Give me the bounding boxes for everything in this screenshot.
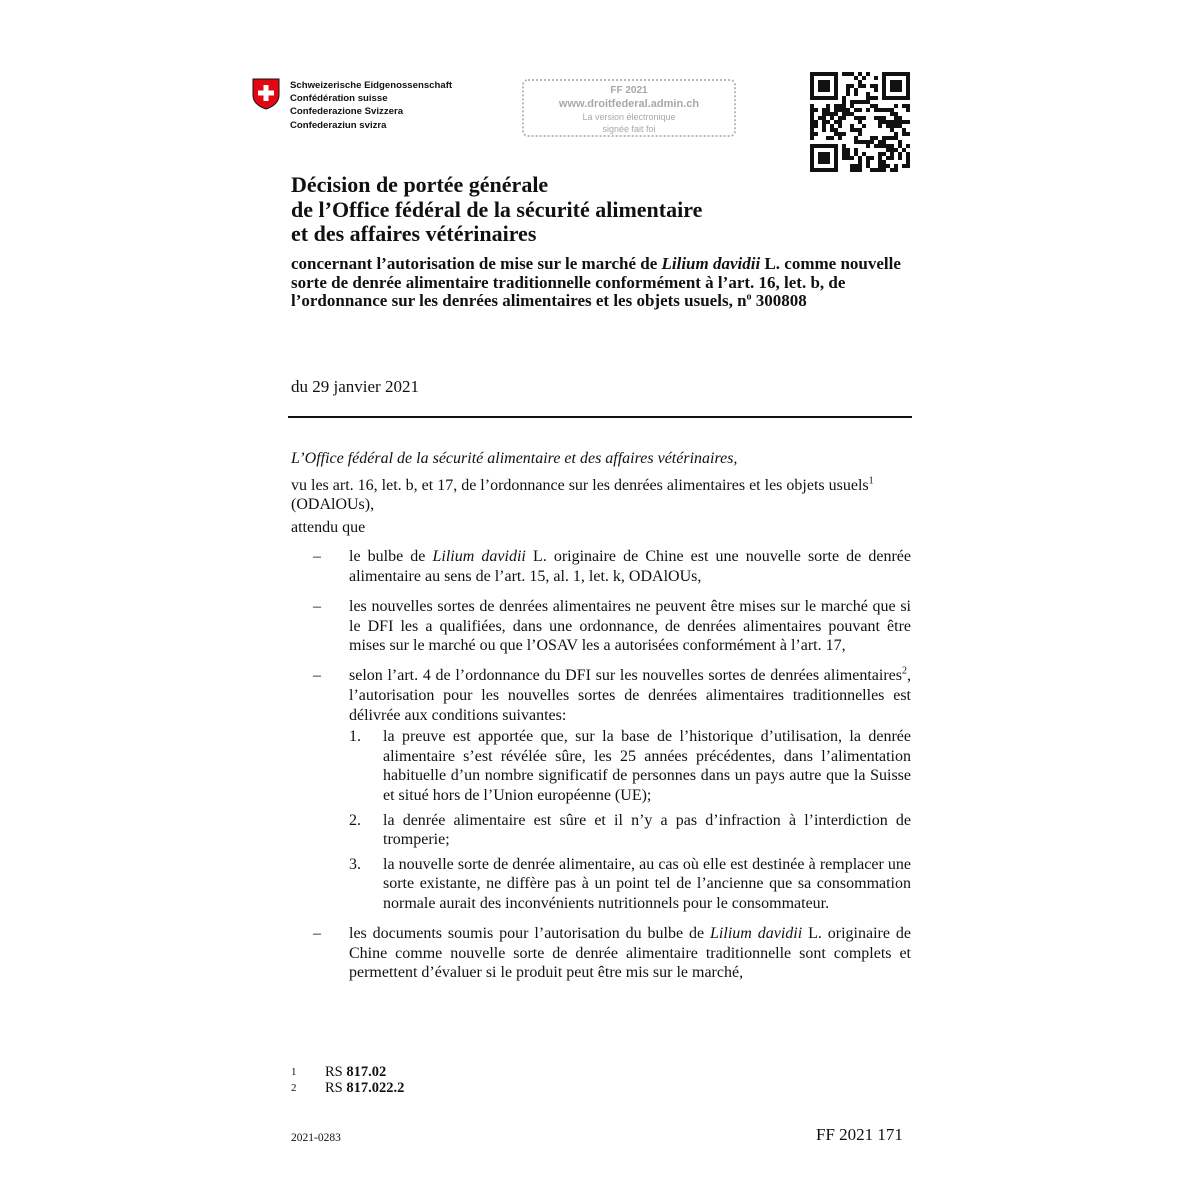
title-line-3: et des affaires vétérinaires [291, 221, 537, 246]
condition-number: 3. [349, 855, 361, 873]
subtitle-species: Lilium davidii [661, 254, 761, 273]
footnote-ref-2: 2 [902, 666, 907, 678]
divider [288, 416, 912, 418]
footnote-reference: 817.022.2 [346, 1080, 405, 1096]
subtitle-number-sup: o [746, 291, 752, 303]
confederation-name-de: Schweizerische Eidgenossenschaft [290, 80, 453, 91]
stamp-ff-year: FF 2021 [610, 85, 648, 96]
qr-code-icon [810, 72, 910, 172]
document-subtitle [291, 255, 911, 311]
decision-body [291, 449, 911, 993]
swiss-coat-of-arms-icon [252, 78, 280, 110]
dash-marker: – [313, 667, 321, 685]
condition-item: 1. la preuve est apportée que, sur la base de l’historique d’utilisation, la denrée alimentaire s’est révélée sûre, les 25 années précédentes, dans l’alimentation habituelle d’un nombre significatif de personnes dans un pays autre que la Suisse et situé hors de l’Union européenne (UE); [349, 728, 911, 804]
list-item: – les documents soumis pour l’autorisation du bulbe de Lilium davidii L. originaire de Chine comme nouvelle sorte de denrée alimentaire traditionnelle sont complets et permettent d’évaluer si le produit peut être mis sur le marché, [313, 924, 911, 982]
list-item: – selon l’art. 4 de l’ordonnance du DFI sur les nouvelles sortes de denrées alimentaires$^2$, l’autorisation pour les nouvelles sortes de denrées alimentaires traditionnelles est délivrée aux conditions suivantes: 1. la preuve est apportée que, sur la base de l’historique d’utilisation, la denrée alimentaire s’est révélée sûre, les 25 années précédentes, dans l’alimentation habituelle d’un nombre significatif de personnes dans un pays autre que la Suisse et situé hors de l’Union européenne (UE); 2. la denrée alimentaire est sûre et il n’y a pas d’infraction à l’interdiction de tromperie; 3. la nouvelle sorte de denrée alimentaire, au cas où elle est destinée à remplacer une sorte existante, ne diffère pas à un point tel de l’ancienne que sa consommation normale aurait des inconvénients nutritionnels pour le consommateur. [313, 666, 911, 912]
stamp-note-2: signée fait foi [602, 124, 656, 134]
electronic-signature-stamp [522, 79, 736, 137]
legal-basis-text: vu les art. 16, let. b, et 17, de l’ordonnance sur les denrées alimentaires et les objets usuels [291, 476, 869, 494]
condition-item: 2. la denrée alimentaire est sûre et il n’y a pas d’infraction à l’interdiction de tromperie; [349, 811, 911, 849]
footnote-number: 2 [291, 1082, 297, 1094]
legal-basis [291, 476, 911, 515]
title-line-1: Décision de portée générale [291, 172, 549, 197]
legal-basis-abbrev: (ODAlOUs), [291, 496, 375, 514]
subtitle-number: 300808 [751, 291, 807, 310]
condition-item: 3. la nouvelle sorte de denrée alimentaire, au cas où elle est destinée à remplacer une sorte existante, ne diffère pas à un point tel de l’ancienne que sa consommation normale aurait des inconvénients nutritionnels pour le consommateur. [349, 855, 911, 912]
footnote-2: 2 RS 817.022.2 [291, 1080, 405, 1096]
confederation-name-fr: Confédération suisse [290, 93, 388, 105]
considerations-list [291, 547, 911, 982]
conditions-list [349, 727, 911, 913]
considering-intro: attendu que [291, 518, 366, 536]
confederation-name-rm: Confederaziun svizra [290, 119, 387, 131]
subtitle-text-2: L. comme nouvelle sorte de denrée alimentaire traditionnelle conformément à l’art. 16, let. b, de l’ordonnance sur les denrées alimentaires et les objets usuels, n [291, 254, 901, 310]
dash-marker: – [313, 548, 321, 566]
list-item: – les nouvelles sortes de denrées alimentaires ne peuvent être mises sur le marché que si le DFI les a qualifiées, dans une ordonnance, de denrées alimentaires pouvant être mises sur le marché ou que l’OSAV les a autorisées conformément à l’art. 17, [313, 598, 911, 655]
title-line-2: de l’Office fédéral de la sécurité alimentaire [291, 196, 703, 222]
species-name: Lilium davidii [432, 548, 526, 566]
condition-number: 2. [349, 811, 361, 829]
footnote-1: 1 RS 817.02 [291, 1064, 387, 1080]
document-id: 2021-0283 [291, 1132, 341, 1144]
list-item: – le bulbe de Lilium davidii L. originaire de Chine est une nouvelle sorte de denrée alimentaire au sens de l’art. 15, al. 1, let. k, ODAlOUs, [313, 548, 912, 585]
species-name: Lilium davidii [710, 924, 803, 942]
footnote-ref-1: 1 [868, 475, 874, 487]
stamp-website: www.droitfederal.admin.ch [558, 98, 700, 110]
issuer-line: L’Office fédéral de la sécurité alimentaire et des affaires vétérinaires, [291, 450, 738, 467]
federal-gazette-reference: FF 2021 171 [816, 1125, 903, 1144]
stamp-note-1: La version électronique [582, 112, 676, 122]
decision-date: du 29 janvier 2021 [291, 377, 419, 396]
dash-marker: – [313, 924, 321, 942]
footnote-reference: 817.02 [346, 1064, 387, 1080]
confederation-names [290, 79, 452, 132]
confederation-name-it: Confederazione Svizzera [290, 106, 404, 118]
subtitle-text-1: concernant l’autorisation de mise sur le marché de [291, 254, 662, 273]
footnote-number: 1 [291, 1066, 297, 1078]
dash-marker: – [313, 598, 321, 616]
document-title [291, 173, 891, 247]
condition-number: 1. [349, 728, 361, 746]
